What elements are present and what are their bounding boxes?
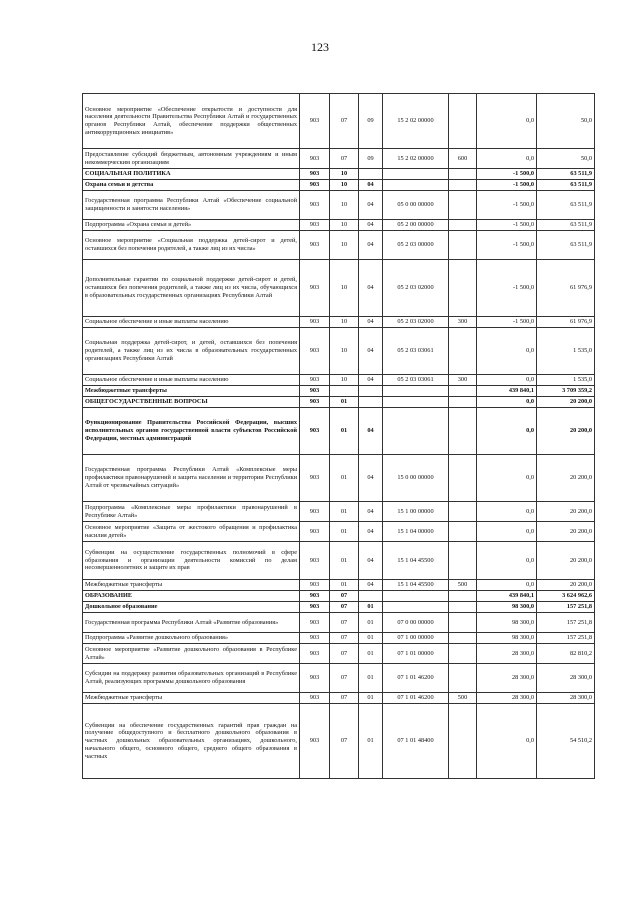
section-code: 01 (330, 522, 359, 542)
amount-total: 63 511,9 (537, 220, 595, 231)
amount-total: 20 200,0 (537, 542, 595, 580)
expense-type-code (449, 591, 477, 602)
admin-code: 903 (300, 591, 330, 602)
subsection-code: 01 (359, 633, 383, 644)
subsection-code: 01 (359, 613, 383, 633)
amount-change: 28 300,0 (477, 693, 537, 704)
table-row (83, 542, 595, 580)
admin-code: 903 (300, 502, 330, 522)
table-row (83, 693, 595, 704)
admin-code: 903 (300, 542, 330, 580)
amount-total: 1 535,0 (537, 328, 595, 375)
section-code: 01 (330, 397, 359, 408)
expense-type-code: 600 (449, 149, 477, 169)
target-article-code (383, 180, 449, 191)
item-name: Межбюджетные трансферты (83, 580, 300, 591)
section-code: 07 (330, 94, 359, 149)
admin-code: 903 (300, 522, 330, 542)
admin-code: 903 (300, 455, 330, 502)
item-name: Государственная программа Республики Алтай «Обеспечение социальной защищенности и занятости населения» (83, 191, 300, 220)
item-name: Основное мероприятие «Развитие дошкольного образования в Республике Алтай» (83, 644, 300, 664)
target-article-code: 05 2 00 00000 (383, 220, 449, 231)
table-row (83, 580, 595, 591)
amount-total: 1 535,0 (537, 375, 595, 386)
amount-total: 20 200,0 (537, 397, 595, 408)
amount-change: 0,0 (477, 408, 537, 455)
table-row (83, 149, 595, 169)
target-article-code: 07 1 01 48400 (383, 704, 449, 779)
subsection-code: 04 (359, 542, 383, 580)
section-code: 01 (330, 580, 359, 591)
subsection-code: 04 (359, 328, 383, 375)
item-name: Функционирование Правительства Российской Федерации, высших исполнительных органов государственной власти субъектов Российской Федерации, местных администраций (83, 408, 300, 455)
expense-type-code (449, 386, 477, 397)
expense-type-code (449, 542, 477, 580)
amount-change: 0,0 (477, 397, 537, 408)
expense-type-code (449, 408, 477, 455)
target-article-code: 05 2 03 02000 (383, 260, 449, 317)
expense-type-code (449, 94, 477, 149)
amount-total: 20 200,0 (537, 502, 595, 522)
expense-type-code (449, 502, 477, 522)
section-code: 07 (330, 693, 359, 704)
table-row (83, 602, 595, 613)
amount-total: 3 709 359,2 (537, 386, 595, 397)
section-code: 01 (330, 542, 359, 580)
amount-total: 3 624 962,6 (537, 591, 595, 602)
admin-code: 903 (300, 169, 330, 180)
item-name: Подпрограмма «Комплексные меры профилактики правонарушений в Республике Алтай» (83, 502, 300, 522)
section-code (330, 386, 359, 397)
admin-code: 903 (300, 220, 330, 231)
amount-change: -1 500,0 (477, 180, 537, 191)
admin-code: 903 (300, 602, 330, 613)
section-code: 07 (330, 644, 359, 664)
expense-type-code: 300 (449, 375, 477, 386)
expense-type-code (449, 602, 477, 613)
section-code: 10 (330, 169, 359, 180)
amount-change: 98 300,0 (477, 613, 537, 633)
amount-total: 63 511,9 (537, 191, 595, 220)
expense-type-code (449, 169, 477, 180)
amount-change: 0,0 (477, 149, 537, 169)
table-row (83, 455, 595, 502)
amount-total: 20 200,0 (537, 408, 595, 455)
subsection-code: 04 (359, 260, 383, 317)
target-article-code: 07 1 01 46200 (383, 693, 449, 704)
table-row (83, 408, 595, 455)
amount-total: 63 511,9 (537, 180, 595, 191)
item-name: Межбюджетные трансферты (83, 693, 300, 704)
target-article-code: 05 2 03 02000 (383, 317, 449, 328)
table-row (83, 191, 595, 220)
amount-total: 28 300,0 (537, 664, 595, 693)
admin-code: 903 (300, 397, 330, 408)
item-name: СОЦИАЛЬНАЯ ПОЛИТИКА (83, 169, 300, 180)
target-article-code (383, 591, 449, 602)
amount-change: -1 500,0 (477, 191, 537, 220)
amount-total: 63 511,9 (537, 169, 595, 180)
amount-change: 0,0 (477, 704, 537, 779)
item-name: Социальная поддержка детей-сирот, и детей, оставшихся без попечения родителей, а также лиц из их числа в образовательных государственных организациях Республики Алтай (83, 328, 300, 375)
table-row (83, 591, 595, 602)
table-row (83, 260, 595, 317)
amount-total: 157 251,8 (537, 613, 595, 633)
item-name: Социальное обеспечение и иные выплаты населению (83, 317, 300, 328)
amount-total: 82 810,2 (537, 644, 595, 664)
amount-change: 98 300,0 (477, 633, 537, 644)
section-code: 07 (330, 664, 359, 693)
table-row (83, 94, 595, 149)
target-article-code: 05 2 03 03061 (383, 375, 449, 386)
expense-type-code: 300 (449, 317, 477, 328)
admin-code: 903 (300, 644, 330, 664)
admin-code: 903 (300, 149, 330, 169)
item-name: Основное мероприятие «Социальная поддержка детей-сирот и детей, оставшихся без попечения родителей, а также лиц из их числа» (83, 231, 300, 260)
target-article-code: 15 0 00 00000 (383, 455, 449, 502)
item-name: Государственная программа Республики Алтай «Комплексные меры профилактики правонарушений и защита населения и территории Республики Алтай от чрезвычайных ситуаций» (83, 455, 300, 502)
amount-change: 439 840,1 (477, 591, 537, 602)
amount-total: 157 251,8 (537, 633, 595, 644)
subsection-code (359, 386, 383, 397)
table-row (83, 317, 595, 328)
amount-change: -1 500,0 (477, 317, 537, 328)
table-row (83, 704, 595, 779)
item-name: Подпрограмма «Развитие дошкольного образования» (83, 633, 300, 644)
subsection-code: 04 (359, 580, 383, 591)
section-code: 10 (330, 220, 359, 231)
target-article-code (383, 386, 449, 397)
section-code: 10 (330, 375, 359, 386)
admin-code: 903 (300, 386, 330, 397)
section-code: 01 (330, 455, 359, 502)
subsection-code (359, 397, 383, 408)
admin-code: 903 (300, 664, 330, 693)
target-article-code: 07 1 01 46200 (383, 664, 449, 693)
amount-total: 54 510,2 (537, 704, 595, 779)
amount-change: 0,0 (477, 375, 537, 386)
item-name: Охрана семьи и детства (83, 180, 300, 191)
page-number: 123 (311, 40, 329, 54)
expense-type-code: 500 (449, 580, 477, 591)
subsection-code: 09 (359, 149, 383, 169)
section-code: 07 (330, 602, 359, 613)
table-row (83, 220, 595, 231)
amount-change: 0,0 (477, 502, 537, 522)
admin-code: 903 (300, 328, 330, 375)
item-name: Дополнительные гарантии по социальной поддержке детей-сирот и детей, оставшихся без попечения родителей, а также лиц из их числа, обучающихся в образовательных государственных организациях Республики Алтай (83, 260, 300, 317)
amount-change: 0,0 (477, 455, 537, 502)
expense-type-code (449, 260, 477, 317)
subsection-code: 04 (359, 502, 383, 522)
expense-type-code (449, 613, 477, 633)
amount-change: 439 840,1 (477, 386, 537, 397)
target-article-code: 07 0 00 00000 (383, 613, 449, 633)
item-name: ОБЩЕГОСУДАРСТВЕННЫЕ ВОПРОСЫ (83, 397, 300, 408)
target-article-code: 07 1 00 00000 (383, 633, 449, 644)
amount-change: 98 300,0 (477, 602, 537, 613)
expense-type-code (449, 455, 477, 502)
target-article-code: 15 2 02 00000 (383, 149, 449, 169)
item-name: Субсидии на поддержку развития образовательных организаций в Республике Алтай, реализующих программы дошкольного образования (83, 664, 300, 693)
section-code: 10 (330, 260, 359, 317)
admin-code: 903 (300, 704, 330, 779)
section-code: 01 (330, 502, 359, 522)
admin-code: 903 (300, 317, 330, 328)
item-name: Социальное обеспечение и иные выплаты населению (83, 375, 300, 386)
admin-code: 903 (300, 260, 330, 317)
subsection-code: 01 (359, 693, 383, 704)
target-article-code: 15 1 04 45500 (383, 580, 449, 591)
expense-type-code: 500 (449, 693, 477, 704)
subsection-code: 04 (359, 317, 383, 328)
section-code: 07 (330, 591, 359, 602)
item-name: Предоставление субсидий бюджетным, автономным учреждениям и иным некоммерческим организациям (83, 149, 300, 169)
section-code: 01 (330, 408, 359, 455)
item-name: Основное мероприятие «Обеспечение открытости и доступности для населения деятельности Правительства Республики Алтай и государственных органов Республики Алтай, обеспечение поддержки общественных антикоррупционных инициатив» (83, 94, 300, 149)
admin-code: 903 (300, 191, 330, 220)
expense-type-code (449, 644, 477, 664)
amount-total: 61 976,9 (537, 260, 595, 317)
table-row (83, 231, 595, 260)
target-article-code: 05 2 03 00000 (383, 231, 449, 260)
item-name: ОБРАЗОВАНИЕ (83, 591, 300, 602)
table-row (83, 328, 595, 375)
budget-table-body (83, 94, 595, 779)
expense-type-code (449, 180, 477, 191)
subsection-code: 04 (359, 408, 383, 455)
table-row (83, 633, 595, 644)
target-article-code (383, 169, 449, 180)
target-article-code: 07 1 01 00000 (383, 644, 449, 664)
amount-change: 0,0 (477, 328, 537, 375)
admin-code: 903 (300, 408, 330, 455)
section-code: 10 (330, 317, 359, 328)
expense-type-code (449, 220, 477, 231)
subsection-code (359, 169, 383, 180)
admin-code: 903 (300, 180, 330, 191)
table-row (83, 502, 595, 522)
expense-type-code (449, 522, 477, 542)
subsection-code: 04 (359, 231, 383, 260)
target-article-code (383, 408, 449, 455)
item-name: Межбюджетные трансферты (83, 386, 300, 397)
target-article-code: 15 1 04 00000 (383, 522, 449, 542)
expense-type-code (449, 328, 477, 375)
admin-code: 903 (300, 375, 330, 386)
admin-code: 903 (300, 94, 330, 149)
subsection-code: 09 (359, 94, 383, 149)
subsection-code: 01 (359, 602, 383, 613)
item-name: Дошкольное образование (83, 602, 300, 613)
target-article-code: 05 0 00 00000 (383, 191, 449, 220)
target-article-code (383, 602, 449, 613)
amount-change: 28 300,0 (477, 644, 537, 664)
admin-code: 903 (300, 693, 330, 704)
item-name: Основное мероприятие «Защита от жестокого обращения и профилактика насилия детей» (83, 522, 300, 542)
table-row (83, 386, 595, 397)
target-article-code: 05 2 03 03061 (383, 328, 449, 375)
target-article-code: 15 2 02 00000 (383, 94, 449, 149)
amount-total: 50,0 (537, 149, 595, 169)
table-row (83, 180, 595, 191)
amount-change: 0,0 (477, 94, 537, 149)
item-name: Субвенции на обеспечение государственных гарантий прав граждан на получение общедоступного и бесплатного дошкольного образования в частных дошкольных образовательных организациях, дошкольного, начального общего, основного общего, среднего общего образования в частных (83, 704, 300, 779)
section-code: 07 (330, 149, 359, 169)
subsection-code: 01 (359, 704, 383, 779)
admin-code: 903 (300, 633, 330, 644)
amount-total: 20 200,0 (537, 455, 595, 502)
table-row (83, 664, 595, 693)
amount-change: -1 500,0 (477, 231, 537, 260)
expense-type-code (449, 664, 477, 693)
subsection-code: 01 (359, 664, 383, 693)
section-code: 10 (330, 231, 359, 260)
amount-total: 61 976,9 (537, 317, 595, 328)
subsection-code: 04 (359, 375, 383, 386)
subsection-code: 04 (359, 455, 383, 502)
item-name: Государственная программа Республики Алтай «Развитие образования» (83, 613, 300, 633)
amount-change: -1 500,0 (477, 260, 537, 317)
target-article-code: 15 1 00 00000 (383, 502, 449, 522)
table-row (83, 397, 595, 408)
table-row (83, 644, 595, 664)
budget-table (82, 93, 595, 779)
amount-change: 0,0 (477, 542, 537, 580)
admin-code: 903 (300, 613, 330, 633)
amount-total: 20 200,0 (537, 522, 595, 542)
amount-total: 157 251,8 (537, 602, 595, 613)
expense-type-code (449, 397, 477, 408)
subsection-code: 01 (359, 644, 383, 664)
expense-type-code (449, 231, 477, 260)
subsection-code: 04 (359, 180, 383, 191)
section-code: 10 (330, 180, 359, 191)
amount-change: 0,0 (477, 580, 537, 591)
amount-total: 20 200,0 (537, 580, 595, 591)
subsection-code: 04 (359, 220, 383, 231)
table-row (83, 169, 595, 180)
admin-code: 903 (300, 231, 330, 260)
section-code: 07 (330, 613, 359, 633)
table-row (83, 522, 595, 542)
amount-change: -1 500,0 (477, 169, 537, 180)
subsection-code: 04 (359, 191, 383, 220)
subsection-code (359, 591, 383, 602)
table-row (83, 375, 595, 386)
amount-change: 28 300,0 (477, 664, 537, 693)
amount-total: 50,0 (537, 94, 595, 149)
expense-type-code (449, 704, 477, 779)
admin-code: 903 (300, 580, 330, 591)
amount-total: 28 300,0 (537, 693, 595, 704)
amount-change: 0,0 (477, 522, 537, 542)
target-article-code (383, 397, 449, 408)
section-code: 07 (330, 633, 359, 644)
expense-type-code (449, 633, 477, 644)
amount-total: 63 511,9 (537, 231, 595, 260)
table-row (83, 613, 595, 633)
target-article-code: 15 1 04 45500 (383, 542, 449, 580)
item-name: Субвенции на осуществление государственных полномочий в сфере образования и организации деятельности комиссий по делам несовершеннолетних и защите их прав (83, 542, 300, 580)
subsection-code: 04 (359, 522, 383, 542)
item-name: Подпрограмма «Охрана семьи и детей» (83, 220, 300, 231)
amount-change: -1 500,0 (477, 220, 537, 231)
expense-type-code (449, 191, 477, 220)
section-code: 10 (330, 191, 359, 220)
section-code: 07 (330, 704, 359, 779)
section-code: 10 (330, 328, 359, 375)
